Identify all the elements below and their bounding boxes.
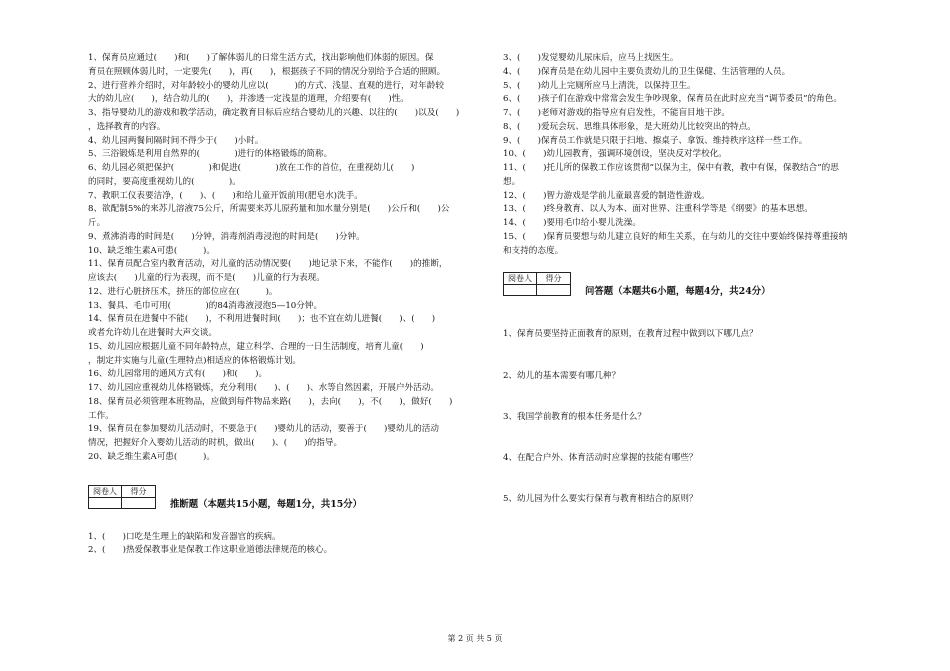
- question-line: 应该去( )儿童的行为表现，而不是( )儿童的行为表现。: [88, 273, 325, 283]
- question-line: 8、( )爱玩会玩、思维具体形象，是大班幼儿比较突出的特点。: [503, 121, 756, 132]
- question-line: ，制定并实施与儿童(生理特点)相适应的体格锻炼计划。: [88, 355, 301, 366]
- qa-section-header: [503, 272, 903, 300]
- question-line: 15、( )保育员要想与幼儿建立良好的师生关系，在与幼儿的交往中要始终保持尊重接纳: [503, 231, 848, 242]
- question-line: 4、幼儿园两餐间隔时间不得少于( )小时。: [88, 135, 264, 146]
- left-column: [88, 52, 486, 558]
- question-line: 17、幼儿园应重视幼儿体格锻炼，充分利用( )、( )、水等自然因素，开展户外活动。: [88, 383, 439, 393]
- question-line: 1、保育员应通过( )和( )了解体弱儿的日常生活方式，找出影响他们体弱的原因。保: [88, 53, 434, 63]
- question-line: 和支持的态度。: [503, 245, 564, 256]
- question-line: 9、煮沸消毒的时间是( )分钟，消毒剂消毒浸泡的时间是( )分钟。: [88, 231, 365, 242]
- question-line: 7、( )老师对游戏的指导应有启发性，不能盲目地干涉。: [503, 108, 731, 118]
- fill-blank-questions: [88, 52, 486, 465]
- question-line: 的同时，要高度重视幼儿的( )。: [88, 176, 241, 187]
- question-line: 斤。: [88, 218, 106, 228]
- question-line: 想。: [503, 176, 521, 187]
- question-line: 16、幼儿园常用的通风方式有( )和( )。: [88, 369, 268, 380]
- question-line: 10、( )幼儿园教育，强调环境创设，坚决反对学校化。: [503, 149, 727, 160]
- page-footer: 第 2 页 共 5 页: [447, 634, 503, 643]
- qa-question-3: 3、我国学前教育的根本任务是什么？: [503, 411, 646, 422]
- judge-section-title: 推断题（本题共15小题，每题1分，共15分）: [170, 498, 362, 510]
- question-line: 5、三浴锻炼是利用自然界的( )进行的体格锻炼的简称。: [88, 149, 333, 160]
- question-line: 12、( )智力游戏是学前儿童最喜爱的制造性游戏。: [503, 190, 710, 201]
- question-line: 6、幼儿园必须把保护( )和促进( )放在工作的首位，在重视幼儿( ): [88, 163, 415, 173]
- question-line: 10、缺乏维生素A可患( )。: [88, 245, 215, 256]
- question-line: 14、( )要用毛巾给小婴儿洗澡。: [503, 218, 641, 228]
- question-line: 情况，把握好介入婴幼儿活动的时机，做出( )、( )的指导。: [88, 438, 343, 448]
- qa-section-title: 问答题（本题共6小题，每题4分，共24分）: [585, 286, 771, 298]
- question-line: 育员在照顾体弱儿时，一定要先( )，再( )，根据孩子不同的情况分别给予合适的照顾。: [88, 66, 446, 77]
- question-line: 9、( )保育员工作就是只限于扫地、擦桌子、拿饭、维持秩序这样一些工作。: [503, 135, 808, 146]
- question-line: 14、保育员在进餐中不能( )，不利用进餐时间( )；也不宜在幼儿进餐( )、( ): [88, 314, 436, 325]
- question-line: 15、幼儿园应根据儿童不同年龄特点，建立科学、合理的一日生活制度，培育儿童( ): [88, 341, 424, 352]
- score-box: [88, 485, 156, 509]
- judge-questions-continued: [503, 52, 903, 258]
- judge-question-2: 2、( )热爱保教事业是保教工作这职业道德法律规范的核心。: [88, 545, 333, 556]
- reviewer-label: 阅卷人: [89, 486, 121, 498]
- qa-question-2: 2、幼儿的基本需要有哪几种？: [503, 370, 621, 381]
- question-line: 11、( )托儿所的保教工作应该贯彻“以保为主，保中有教，教中有保，保教结合”的思: [503, 163, 839, 173]
- question-line: 4、( )保育员是在幼儿园中主要负责幼儿的卫生保健、生活管理的人员。: [503, 66, 791, 77]
- question-line: 或者允许幼儿在进餐时大声交谈。: [88, 328, 217, 338]
- question-line: 3、指导婴幼儿的游戏和教学活动，确定教育目标后应结合婴幼儿的兴趣、以往的( )以及( ): [88, 108, 460, 118]
- judge-question-1: 1、( )口吃是生理上的缺陷和发音器官的疾病。: [88, 531, 281, 542]
- question-line: 7、教职工仪表要洁净，( )、( )和给儿童开饭前用(肥皂水)洗手。: [88, 190, 363, 201]
- question-line: 大的幼儿应( )，结合幼儿的( )，并渗透一定浅显的道理，介绍要有( )性。: [88, 94, 409, 105]
- reviewer-label: 阅卷人: [504, 273, 536, 285]
- qa-question-5: 5、幼儿园为什么要实行保育与教育相结合的原则？: [503, 494, 698, 505]
- question-line: 20、缺乏维生素A可患( )。: [88, 451, 215, 462]
- question-line: ，选择教育的内容。: [88, 121, 166, 132]
- question-line: 工作。: [88, 410, 114, 421]
- question-line: 3、( )发觉婴幼儿尿床后，应马上找医生。: [503, 53, 679, 63]
- qa-question-4: 4、在配合户外、体育活动时应掌握的技能有哪些？: [503, 453, 698, 463]
- question-line: 5、( )幼儿上完厕所应马上清洗，以保持卫生。: [503, 80, 696, 91]
- score-box: [503, 272, 571, 296]
- question-line: 12、进行心脏挤压术，挤压的部位应在( )。: [88, 286, 278, 297]
- question-line: 18、保育员必须管理本班物品，应做到每件物品来路( )，去向( )，不( )，做好( ): [88, 396, 453, 407]
- question-line: 13、餐具、毛巾可用( )的84消毒液浸泡5—10分钟。: [88, 300, 323, 311]
- question-line: 8、欲配制5%的来苏儿溶液75公斤，所需要来苏儿原药量和加水量分别是( )公斤和( )公: [88, 204, 450, 215]
- question-line: 2、进行营养介绍时，对年龄较小的婴幼儿应以( )的方式、浅显、直观的进行，对年龄较: [88, 80, 444, 91]
- score-label: 得分: [537, 273, 570, 285]
- question-line: 11、保育员配合室内教育活动，对儿童的活动情况要( )地记录下来，不能作( )的推断，: [88, 259, 448, 270]
- judge-section-header: [88, 485, 486, 513]
- question-line: 6、( )孩子们在游戏中常常会发生争吵现象，保育员在此时应充当“调节委员”的角色。: [503, 94, 842, 105]
- score-label: 得分: [122, 486, 155, 498]
- question-line: 19、保育员在参加婴幼儿活动时，不要急于( )婴幼儿的活动，要善于( )婴幼儿的活动: [88, 424, 439, 435]
- qa-question-1: 1、保育员要坚持正面教育的原则，在教育过程中做到以下哪几点？: [503, 329, 758, 340]
- right-column: [503, 52, 903, 535]
- question-line: 13、( )终身教育、以人为本、面对世界、注重科学等是《纲要》的基本思想。: [503, 204, 813, 215]
